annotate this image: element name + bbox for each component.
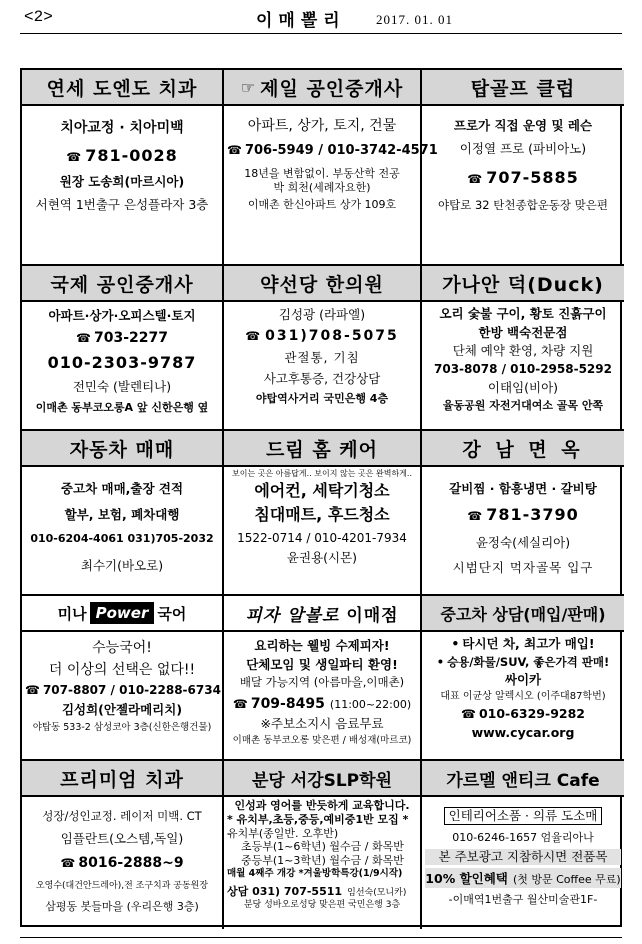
ad-address: -이매역1번출구 월산미술관1F- — [448, 893, 598, 906]
ad-title: 피자 알볼로 이매점 — [224, 596, 420, 632]
phone-icon: ☎ — [60, 856, 76, 870]
ad-gangnam-myeonok — [422, 431, 624, 596]
ad-title: 연세 도엔도 치과 — [22, 70, 222, 106]
ad-treatment-1: 관절통, 기침 — [284, 350, 360, 366]
ad-agent: 전민숙 (발렌티나) — [72, 379, 172, 395]
ad-premium-dental — [22, 761, 224, 929]
ad-mina-power — [22, 596, 224, 761]
ad-line-1: 중고차 매매,출장 견적 — [60, 481, 184, 496]
ad-owner: 윤권용(시몬) — [286, 550, 358, 565]
ad-jeil-realty — [224, 70, 438, 266]
issue-date: 2017. 01. 01 — [376, 12, 453, 27]
ad-experience: 18년을 변함없이. 부동산학 전공 — [244, 166, 400, 180]
ad-address: 분당 성바오로성당 맞은편 국민은행 3층 — [243, 899, 401, 910]
ad-line-6: 매월 4째주 개강 *겨울방학특강(1/9시작) — [227, 867, 403, 879]
ad-staff: 오영수(대건안드레아),전 조구치과 공동원장 — [35, 880, 209, 891]
ad-website: www.cycar.org — [471, 725, 575, 741]
ad-dream-home-care — [224, 431, 422, 596]
ad-title: 자동차 매매 — [22, 431, 222, 467]
ad-line-2: 할부, 보험, 폐차대행 — [64, 506, 180, 522]
ad-line-7b: 임선숙(모니카) — [347, 887, 407, 898]
ad-phone: 709-8495 — [250, 695, 325, 712]
paper-title: 이매뽈리 — [256, 11, 346, 31]
footer-divider — [20, 937, 622, 938]
ad-line-3: 본 주보광고 지참하시면 전품목 — [425, 849, 621, 865]
ad-doctor: 김성광 (라파엘) — [278, 307, 366, 322]
ad-title: 프리미엄 치과 — [22, 761, 222, 797]
phone-icon: ☎ — [76, 330, 91, 345]
ad-owner: 윤정숙(세실리아) — [475, 534, 571, 550]
ad-title: 강 남 면 옥 — [422, 431, 624, 467]
ad-line-1: 요리하는 웰빙 수제피자! — [254, 638, 390, 653]
ad-address: 서현역 1번출구 은성플라자 3층 — [35, 197, 209, 213]
ad-director: 원장 도송희(마르시아) — [59, 173, 185, 189]
ad-owner: 최수기(바오로) — [80, 558, 164, 573]
ad-seogang-slp — [224, 761, 422, 929]
ad-line-2: 단체모임 및 생일파티 환영! — [246, 656, 398, 672]
ad-ceo: 대표 이균상 알렉시오 (이주대87학번) — [440, 690, 606, 702]
ad-mobile: 010-2303-9787 — [47, 353, 197, 373]
ad-phone: 010-6204-4061 031)705-2032 — [30, 532, 214, 546]
ad-menu: 갈비찜 · 함흥냉면 · 갈비탕 — [449, 481, 597, 496]
ad-line-1: 인성과 영어를 반듯하게 교육합니다. — [234, 799, 410, 812]
bullet-icon: • — [451, 636, 460, 651]
ad-discount: 10% 할인혜택 — [425, 871, 508, 886]
ad-address: 이매촌 한신아파트 상가 109호 — [247, 198, 397, 212]
ad-banner: 미나 Power 국어 — [22, 596, 222, 632]
ad-line-3: 유치부(종일반. 오후반) — [227, 826, 339, 840]
ad-phone: 781-0028 — [85, 145, 178, 165]
ad-ceo: 박 희천(세례자요한) — [273, 180, 371, 194]
ad-implant: 임플란트(오스템,독일) — [60, 831, 184, 847]
ad-title: 가나안 덕(Duck) — [422, 266, 624, 302]
ad-line-4: 초등부(1~6학년) 월수금 / 화목반 — [241, 840, 404, 854]
ad-pro: 이정열 프로 (파비아노) — [459, 140, 587, 156]
ad-phone: 781-3790 — [486, 504, 579, 524]
ad-owner: 이태임(비아) — [487, 379, 559, 395]
ad-top-golf — [422, 70, 624, 266]
ad-services: 아파트, 상가, 토지, 건물 — [247, 118, 397, 134]
ad-phone: 1522-0714 / 010-4201-7934 — [237, 531, 407, 545]
ad-bullet-1: 타시던 차, 최고가 매입! — [462, 636, 595, 651]
ad-line-2: 더 이상의 선택은 없다!! — [48, 661, 196, 678]
ad-hours: (11:00~22:00) — [329, 697, 412, 711]
ad-intro: 프로가 직접 운영 및 레슨 — [453, 118, 593, 133]
ad-phone: 707-5885 — [486, 168, 579, 188]
page-header — [24, 6, 620, 32]
phone-icon: ☎ — [467, 508, 484, 523]
ad-phone: 031)708-5075 — [265, 327, 399, 344]
page-number: <2> — [24, 8, 53, 26]
ad-line-7: 상담 031) 707-5511 — [227, 884, 343, 898]
ad-menu: 오리 숯불 구이, 황토 진흙구이 — [439, 306, 607, 321]
ad-address: 야탑역사거리 국민은행 4층 — [255, 392, 389, 406]
ad-treatment-2: 사고후통증, 건강상담 — [263, 370, 381, 386]
ad-phone: 010-6329-9282 — [478, 706, 585, 722]
ad-ganadeok — [422, 266, 624, 431]
ad-title: 분당 서강SLP학원 — [224, 761, 420, 797]
ad-title: 약선당 한의원 — [224, 266, 420, 302]
ad-title: 탑골프 클럽 — [422, 70, 624, 106]
ad-pizza-albolo — [224, 596, 422, 761]
phone-icon: ☎ — [460, 707, 476, 722]
ad-booking: 단체 예약 환영, 차량 지원 — [452, 343, 594, 359]
ad-brand: 싸이카 — [504, 672, 542, 687]
ad-used-car-consult — [422, 596, 624, 761]
ad-service: 치아교정 · 치아미백 — [60, 120, 184, 136]
ad-yakseondang — [224, 266, 422, 431]
phone-icon: ☎ — [245, 328, 263, 343]
ad-address: 이매촌 동부코오롱 맞은편 / 배성재(마르코) — [232, 734, 412, 746]
header-divider — [20, 33, 622, 34]
ad-dental-yonsei — [22, 70, 224, 266]
ad-phone: 8016-2888~9 — [78, 855, 184, 871]
ad-specialty: 한방 백숙전문점 — [478, 324, 568, 340]
ad-gukje-realty — [22, 266, 224, 431]
phone-icon: ☎ — [66, 149, 83, 164]
ad-phone: 703-2277 — [93, 329, 168, 346]
ad-service-1: 에어컨, 세탁기청소 — [254, 481, 390, 500]
ad-slogan: 보이는 곳은 아름답게.. 보이지 않는 곳은 완벽하게.. — [232, 469, 412, 478]
phone-icon: ☎ — [467, 172, 484, 187]
ad-services: 성장/성인교정. 레이저 미백. CT — [42, 809, 202, 823]
ad-line-3: 배달 가능지역 (아름마을,이매촌) — [239, 675, 405, 690]
phone-icon: ☎ — [25, 683, 40, 697]
ad-car-trade — [22, 431, 224, 596]
phone-icon: ☎ — [227, 142, 242, 157]
ad-grid — [20, 68, 622, 927]
hand-pointer-icon: ☞ — [240, 77, 257, 97]
ad-phone: 707-8807 / 010-2288-6734 — [42, 683, 221, 697]
ad-title: ☞ 제일 공인중개사 — [224, 70, 420, 106]
phone-icon: ☎ — [232, 696, 248, 711]
ad-coffee: (첫 방문 Coffee 무료) — [512, 873, 621, 886]
ad-address: 삼평동 봇들마을 (우리은행 3층) — [45, 899, 199, 913]
ad-title: 국제 공인중개사 — [22, 266, 222, 302]
ad-garmel-cafe — [422, 761, 624, 929]
ad-line-1: 수능국어! — [92, 640, 152, 656]
ad-phone: 706-5949 / 010-3742-4571 — [244, 142, 438, 158]
ad-services: 아파트·상가·오피스텔·토지 — [48, 308, 196, 323]
ad-line-1: 인테리어소품 · 의류 도소매 — [444, 807, 603, 825]
ad-title: 드림 홈 케어 — [224, 431, 420, 467]
ad-address: 이매촌 동부코오롱A 앞 신한은행 옆 — [35, 400, 209, 414]
power-logo: Power — [90, 602, 155, 624]
ad-address: 야탑동 533-2 삼성코아 3층(신한은행건물) — [32, 721, 212, 733]
ad-phone: 010-6246-1657 엄율리아나 — [452, 830, 594, 844]
ad-service-2: 침대매트, 후드청소 — [254, 505, 390, 524]
ad-line-5: 중등부(1~3학년) 월수금 / 화목반 — [241, 854, 404, 867]
bullet-icon: • — [436, 654, 445, 669]
ad-bullet-2: 승용/화물/SUV, 좋은가격 판매! — [447, 654, 610, 669]
ad-title: 중고차 상담(매입/판매) — [422, 596, 624, 632]
ad-title: 가르멜 앤티크 Cafe — [422, 761, 624, 797]
ad-address: 율동공원 자전거대여소 골목 안쪽 — [442, 398, 604, 412]
ad-line-2: * 유치부,초등,중등,예비중1반 모집 * — [227, 812, 409, 826]
ad-phone: 703-8078 / 010-2958-5292 — [434, 361, 612, 376]
ad-address: 야탑로 32 탄천종합운동장 맞은편 — [437, 198, 608, 213]
ad-address: 시범단지 먹자골목 입구 — [452, 560, 594, 576]
ad-notice: ※주보소지시 음료무료 — [260, 716, 384, 732]
ad-teacher: 김성희(안젤라메리치) — [61, 702, 183, 717]
